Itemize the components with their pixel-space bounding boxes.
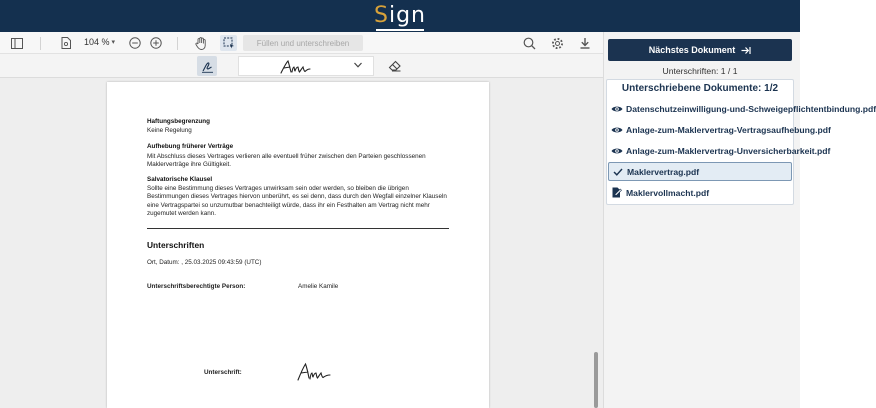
zoom-select[interactable] [84,37,115,47]
sidebar-toggle-icon[interactable] [10,36,24,50]
signature-preview [279,57,313,77]
signature-tool-button[interactable] [197,56,217,76]
authorized-person-name: Amelie Kamile [298,283,339,290]
document-item[interactable] [608,183,792,202]
authorized-person-label: Unterschriftsberechtigte Person: [147,283,246,290]
eye-icon[interactable] [608,126,626,134]
signature-label: Unterschrift: [204,369,242,376]
document-name: Datenschutzeinwilligung-und-Schweigepflichtentbindung.pdf [626,103,876,114]
chevron-down-icon: ▾ [111,39,116,46]
document-item[interactable] [608,120,831,139]
document-properties-icon[interactable] [59,36,73,50]
divider [147,228,449,229]
section-text: Sollte eine Bestimmung dieses Vertrages unwirksam sein oder werden, so bleiben die übrigen Bestimmungen dieses Vertrages hiervon unberührt, es sei denn, dass durch den Wegfall einzelner Klauseln eine Vertragspartei so unzumutbar benachteiligt würde, dass ihr ein Festhalten am Vertrag nicht mehr zugemutet werden kann. [147,185,447,217]
toolbar-separator [40,37,41,50]
chevron-down-icon [353,60,363,73]
signature-image[interactable] [296,360,334,384]
zoom-value: 104 % [84,37,110,47]
selection-tool-icon[interactable] [220,35,237,51]
check-icon [609,168,627,176]
hand-tool-icon[interactable] [193,35,209,51]
toolbar-separator [177,37,178,50]
document-item[interactable] [608,99,876,118]
arrow-right-to-line-icon [741,46,751,55]
next-document-label: Nächstes Dokument [648,45,736,55]
signatures-count: Unterschriften: 1 / 1 [662,66,738,76]
logo-rest: ign [388,3,426,28]
document-item[interactable] [608,141,831,160]
next-document-button[interactable] [608,39,792,61]
document-item-selected[interactable] [608,162,792,181]
signed-documents-header: Unterschriebene Dokumente: 1/2 [621,83,779,94]
document-name: Maklervollmacht.pdf [626,187,710,198]
place-date: Ort, Datum: , 25.03.2025 09:43:59 (UTC) [147,259,262,266]
gear-icon[interactable] [550,36,564,50]
download-icon[interactable] [578,36,592,50]
signature-pen-icon [201,60,214,73]
document-page [107,82,489,408]
section-text: Mit Abschluss dieses Vertrages verlieren alle eventuell früher zwischen den Parteien geschlossenen Maklerverträge ihre Gültigkeit. [147,153,426,169]
sign-logo [374,5,426,27]
edit-document-icon[interactable] [608,187,626,198]
zoom-out-icon[interactable] [128,36,142,50]
eye-icon[interactable] [608,105,626,113]
eye-icon[interactable] [608,147,626,155]
logo-underline [376,29,424,31]
signatures-title: Unterschriften [147,240,205,250]
search-icon[interactable] [522,36,536,50]
app-header [0,0,800,32]
viewer-scrollbar[interactable] [594,352,598,408]
signature-select[interactable] [238,56,374,76]
zoom-in-icon[interactable] [149,36,163,50]
eraser-icon[interactable] [388,59,402,77]
document-name: Maklervertrag.pdf [627,166,700,177]
section-heading: Aufhebung früherer Verträge [147,143,234,150]
document-name: Anlage-zum-Maklervertrag-Unversicherbarkeit.pdf [626,145,831,156]
fill-and-sign-button[interactable]: Füllen und unterschreiben [243,35,363,51]
document-name: Anlage-zum-Maklervertrag-Vertragsaufhebung.pdf [626,124,831,135]
section-heading: Haftungsbegrenzung [147,118,210,125]
logo-prefix: S [374,3,389,28]
section-text: Keine Regelung [147,127,192,134]
section-heading: Salvatorische Klausel [147,176,213,183]
